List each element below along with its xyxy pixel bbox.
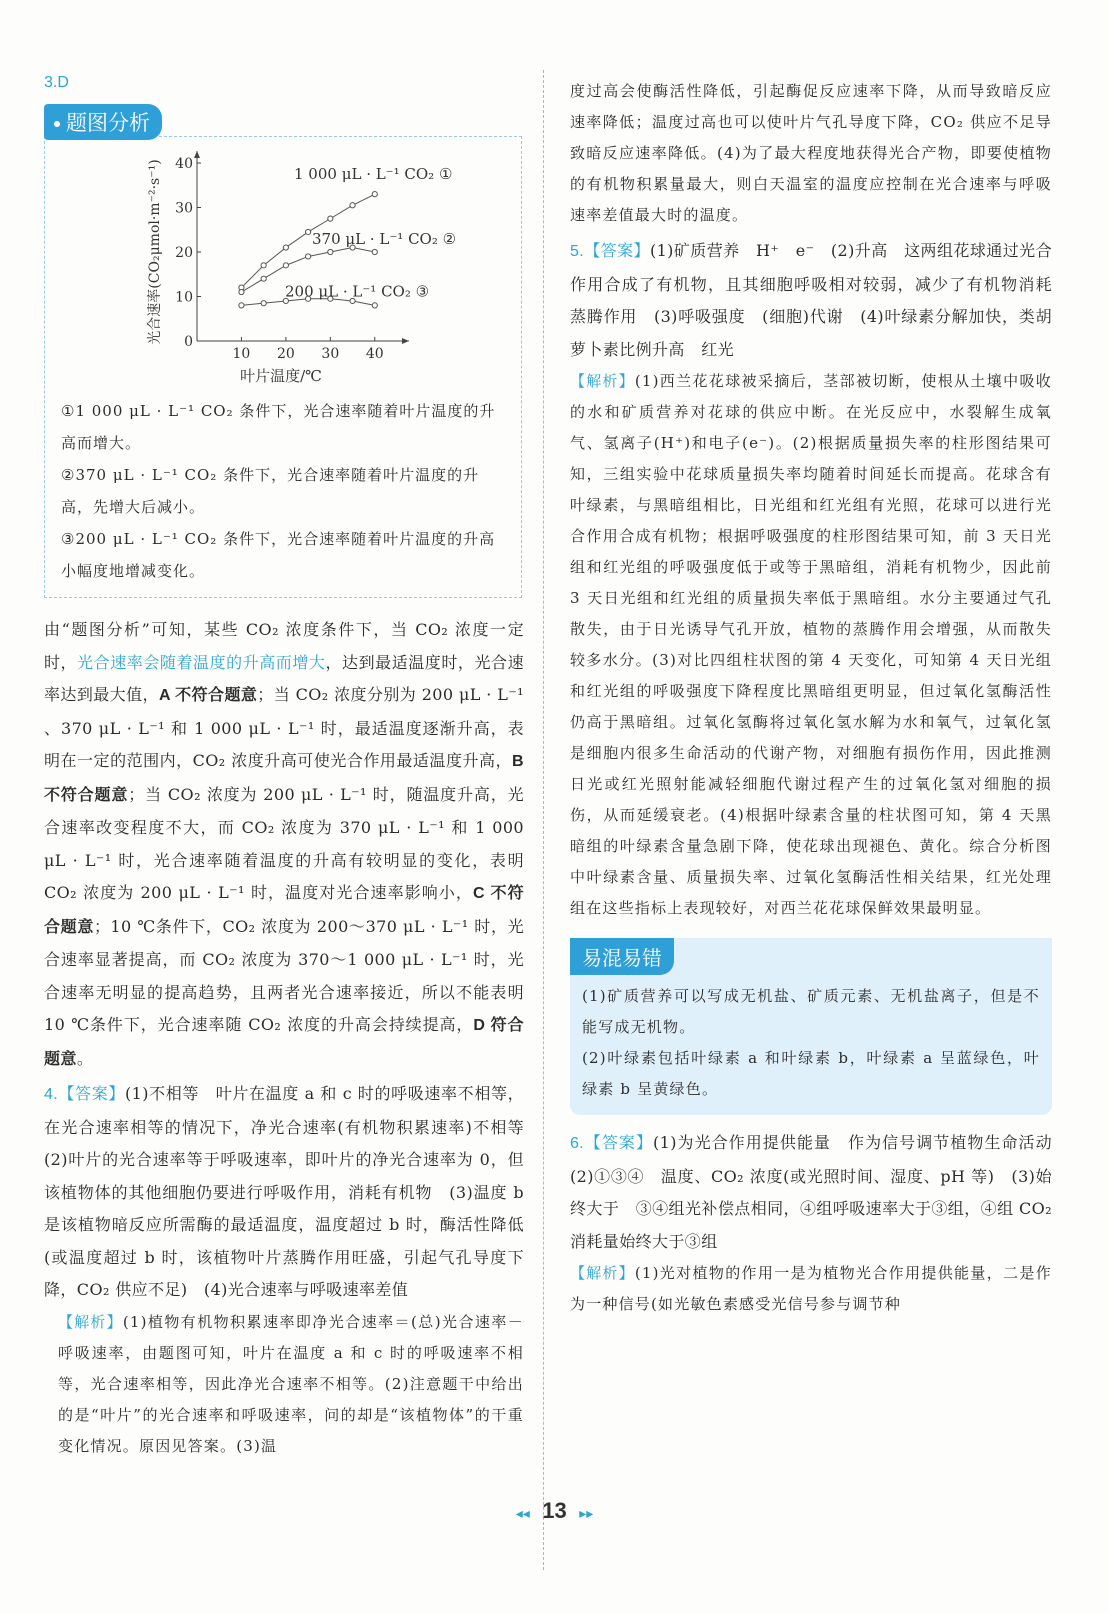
right-column	[570, 76, 1069, 1320]
data-point	[261, 263, 266, 268]
analysis-box	[44, 136, 522, 598]
common-mistakes-line-2: (2)叶绿素包括叶绿素 a 和叶绿素 b，叶绿素 a 呈蓝绿色，叶绿素 b 呈黄绿色。	[582, 1049, 1040, 1098]
series-label-2: 370 μL · L⁻¹ CO₂ ②	[312, 230, 457, 248]
y-axis-arrow-icon	[194, 151, 200, 158]
q3-text-end: 。	[76, 1048, 94, 1068]
left-column	[44, 74, 541, 1462]
question-6-explanation-text: (1)光对植物的作用一是为植物光合作用提供能量，二是作为一种信号(如光敏色素感受光信号参与调节种	[570, 1264, 1052, 1313]
data-point	[283, 263, 288, 268]
question-6-number: 6.	[570, 1135, 585, 1152]
data-point	[372, 303, 377, 308]
y-tick-label: 10	[175, 289, 193, 306]
question-5-explanation-text: (1)西兰花花球被采摘后，茎部被切断，使根从土壤中吸收的水和矿质营养对花球的供应中断。在光反应中，水裂解生成氧气、氢离子(H⁺)和电子(e⁻)。(2)根据质量损失率的柱形图结果可知，三组实验中花球质量损失率均随着时间延长而提高。花球含有叶绿素，与黑暗组相比，日光组和红光组有光照，花球可以进行光合作用合成有机物；根据呼吸强度的柱形图结果可知，前 3 天日光组和红光组的呼吸强度低于或等于黑暗组，消耗有机物少，因此前 3 天日光组和红光组的质量损失率低于黑暗组。水分主要通过气孔散失，由于日光诱导气孔开放，植物的蒸腾作用会增强，从而散失较多水分。(3)对比四组柱状图的第 4 天变化，可知第 4 天日光组和红光组的呼吸强度下降程度比黑暗组更明显，但过氧化氢酶活性仍高于黑暗组。过氧化氢酶将过氧化氢水解为水和氧气，过氧化氢是细胞内很多生命活动的代谢产物，对细胞有损伤作用，因此推测日光或红光照射能减轻细胞代谢过程产生的过氧化氢对细胞的损伤，从而延缓衰老。(4)根据叶绿素含量的柱状图可知，第 4 天黑暗组的叶绿素含量急剧下降，使花球出现褪色、黄化。综合分析图中叶绿素含量、质量损失率、过氧化氢酶活性相关结果，红光处理组在这些指标上表现较好，对西兰花花球保鲜效果最明显。	[570, 372, 1052, 917]
question-4-number: 4.	[44, 1086, 59, 1103]
page-number: 13	[542, 1498, 567, 1523]
column-divider	[543, 70, 544, 1570]
data-point	[372, 192, 377, 197]
question-3-label: 3.D	[44, 74, 69, 91]
q3-text-5: ；10 ℃条件下，CO₂ 浓度为 200～370 μL · L⁻¹ 时，光合速率显著提高，而 CO₂ 浓度为 370～1 000 μL · L⁻¹ 时，光合速率无明显的提高趋势，且两者光合速率接近，所以不能表明 10 ℃条件下，光合速率随 CO₂ 浓度的升高会持续提高，	[44, 916, 525, 1034]
question-6-answer-text: (1)为光合作用提供能量 作为信号调节植物生命活动 (2)①③④ 温度、CO₂ 浓度(或光照时间、湿度、pH 等) (3)始终大于 ③④组光补偿点相同，④组呼吸速率大于③组，④组 CO₂ 消耗量始终大于③组	[570, 1133, 1069, 1251]
observation-2: ②370 μL · L⁻¹ CO₂ 条件下，光合速率随着叶片温度的升高，先增大后减小。	[61, 466, 480, 516]
option-d-judgement: D 符合题意	[44, 1017, 524, 1068]
page-footer	[0, 1498, 1109, 1524]
data-point	[239, 303, 244, 308]
x-tick-label: 30	[321, 346, 340, 362]
y-tick-label: 20	[175, 245, 193, 261]
question-5-explanation	[570, 366, 1052, 924]
data-point	[350, 203, 355, 208]
data-point	[372, 249, 377, 254]
y-axis-label: 光合速率(CO₂μmol·m⁻²·s⁻¹)	[147, 159, 163, 345]
question-5-number: 5.	[570, 243, 585, 260]
q3-highlight: 光合速率会随着温度的升高而增大	[77, 652, 326, 672]
explanation-label: 【解析】	[570, 373, 635, 390]
analysis-tag-label: 题图分析	[66, 112, 150, 135]
option-c-judgement: C 不符合题意	[44, 885, 524, 936]
q3-text-3: ；当 CO₂ 浓度分别为 200 μL · L⁻¹ 、370 μL · L⁻¹ 和 1 000 μL · L⁻¹ 时，最适温度逐渐升高，表明在一定的范围内，CO₂ 浓度升高可使光合作用最适温度升高，	[44, 685, 524, 770]
question-4-explanation	[44, 1307, 524, 1462]
data-point	[306, 229, 311, 234]
question-3-explanation	[44, 614, 524, 1076]
answer-label: 【答案】	[584, 1135, 654, 1152]
common-mistakes-title: 易混易错	[570, 938, 674, 975]
answer-label: 【答案】	[584, 243, 650, 260]
explanation-label: 【解析】	[58, 1313, 123, 1331]
data-point	[328, 249, 333, 254]
y-tick-label: 0	[184, 334, 193, 350]
q3-text-2: ，达到最适温度时，光合速率达到最大值，	[44, 652, 524, 704]
x-axis-arrow-icon	[402, 338, 409, 344]
chart-container	[61, 145, 511, 395]
explanation-label: 【解析】	[570, 1265, 635, 1282]
common-mistakes-line-1: (1)矿质营养可以写成无机盐、矿质元素、无机盐离子，但是不能写成无机物。	[582, 987, 1040, 1036]
q3-text-4: ；当 CO₂ 浓度为 200 μL · L⁻¹ 时，随温度升高，光合速率改变程度不大，而 CO₂ 浓度为 370 μL · L⁻¹ 和 1 000 μL · L⁻¹ 时，光合速率随着温度的升高有较明显的变化，表明 CO₂ 浓度为 200 μL · L⁻¹ 时，温度对光合速率影响小，	[44, 784, 524, 902]
data-point	[261, 301, 266, 306]
question-4-answer	[44, 1078, 541, 1307]
y-tick-label: 30	[175, 200, 193, 217]
x-tick-label: 20	[276, 346, 295, 362]
option-b-judgement: B 不符合题意	[44, 753, 524, 804]
analysis-tag	[44, 104, 162, 140]
q3-text-1: 由“题图分析”可知，某些 CO₂ 浓度条件下，当 CO₂ 浓度一定时，	[44, 620, 524, 672]
question-6-answer	[570, 1127, 1069, 1258]
data-point	[328, 216, 333, 221]
prev-arrow-icon: ◂◂	[515, 1505, 530, 1521]
question-5-answer	[570, 235, 1069, 366]
next-arrow-icon: ▸▸	[579, 1505, 594, 1521]
x-tick-label: 10	[232, 346, 251, 362]
common-mistakes-box	[570, 938, 1052, 1115]
data-point	[306, 254, 311, 259]
bullet-icon	[54, 121, 60, 127]
line-chart	[61, 145, 511, 395]
series-label-1: 1 000 μL · L⁻¹ CO₂ ①	[294, 165, 453, 183]
observation-3: ③200 μL · L⁻¹ CO₂ 条件下，光合速率随着叶片温度的升高小幅度地增减变化。	[61, 530, 496, 580]
x-tick-label: 40	[365, 346, 384, 362]
question-4-explanation-text: (1)植物有机物积累速率即净光合速率＝(总)光合速率－呼吸速率，由题图可知，叶片在温度 a 和 c 时的呼吸速率不相等，光合速率相等，因此净光合速率不相等。(2)注意题干中给出的是“叶片”的光合速率和呼吸速率，问的却是“该植物体”的干重变化情况。原因见答案。(3)温	[58, 1312, 524, 1455]
series-label-3: 200 μL · L⁻¹ CO₂ ③	[285, 282, 430, 301]
answer-label: 【答案】	[58, 1086, 125, 1103]
option-a-judgement: A 不符合题意	[158, 687, 258, 704]
observation-1: ①1 000 μL · L⁻¹ CO₂ 条件下，光合速率随着叶片温度的升高而增大。	[61, 402, 496, 452]
question-4-explanation-continued: 度过高会使酶活性降低，引起酶促反应速率下降，从而导致暗反应速率降低；温度过高也可以使叶片气孔导度下降，CO₂ 供应不足导致暗反应速率降低。(4)为了最大程度地获得光合产物，即要使植物的有机物积累量最大，则白天温室的温度应控制在光合速率与呼吸速率差值最大时的温度。	[570, 82, 1052, 224]
question-6-explanation	[570, 1258, 1052, 1320]
x-axis-label: 叶片温度/℃	[240, 367, 322, 385]
data-point	[261, 276, 266, 281]
observation-list	[61, 395, 511, 587]
question-4-answer-text: (1)不相等 叶片在温度 a 和 c 时的呼吸速率不相等，在光合速率相等的情况下，净光合速率(有机物积累速率)不相等 (2)叶片的光合速率等于呼吸速率，即叶片的净光合速率为 0，但该植物体的其他细胞仍要进行呼吸作用，消耗有机物 (3)温度 b 是该植物暗反应所需酶的最适温度，温度超过 b 时，酶活性降低(或温度超过 b 时，该植物叶片蒸腾作用旺盛，引起气孔导度下降，CO₂ 供应不足) (4)光合速率与呼吸速率差值	[44, 1084, 541, 1299]
y-tick-label: 40	[175, 156, 193, 172]
data-point	[283, 245, 288, 250]
data-point	[239, 289, 244, 294]
question-5-answer-text: (1)矿质营养 H⁺ e⁻ (2)升高 这两组花球通过光合作用合成了有机物，且其细胞呼吸相对较弱，减少了有机物消耗 蒸腾作用 (3)呼吸强度 (细胞)代谢 (4)叶绿素分解加快，类胡萝卜素比例升高 红光	[570, 241, 1069, 359]
